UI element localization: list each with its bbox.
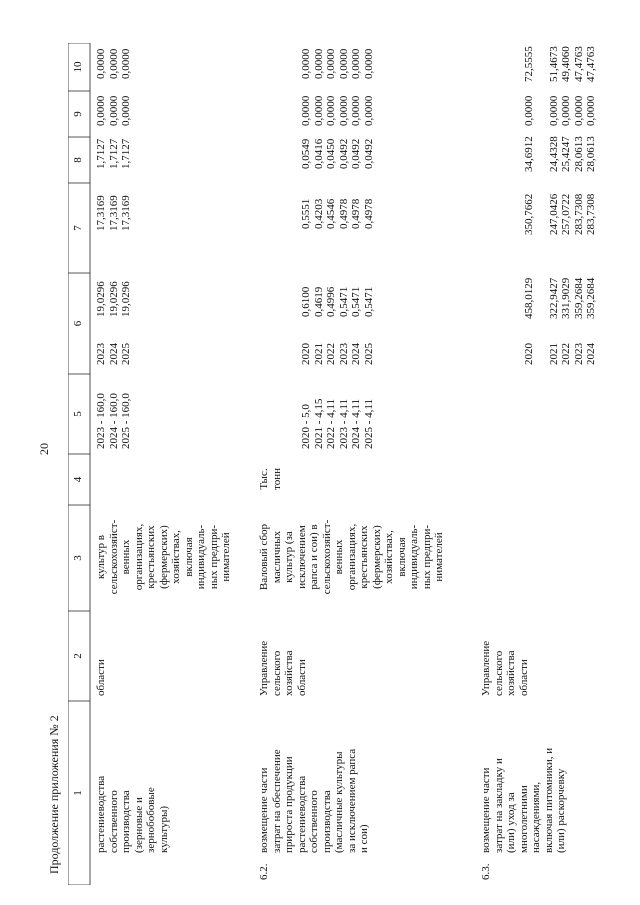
row63-col10: 72,5555 51,4673 49,4060 47,4763 47,4763 (523, 46, 597, 82)
row1-col6: 19,0296 19,0296 19,0296 (95, 281, 132, 317)
row62-col7: 0,5551 0,4203 0,4546 0,4978 0,4978 0,4978 (300, 198, 375, 229)
row63-col9: 0,0000 0,0000 0,0000 0,0000 0,0000 (523, 95, 597, 126)
row63-number: 6.3. (480, 863, 492, 880)
rotated-table (68, 43, 624, 885)
col-header-1: 1 (72, 790, 84, 796)
page-number: 20 (37, 443, 51, 455)
col-header-3: 3 (72, 555, 84, 561)
row62-col9: 0,0000 0,0000 0,0000 0,0000 0,0000 0,0000 (300, 95, 375, 126)
row1-col8: 1,7127 1,7127 1,7127 (95, 138, 132, 169)
row62-years: 2020 2021 2022 2023 2024 2025 (300, 343, 375, 365)
row63-organization: Управление сельского хозяйства области (480, 640, 530, 696)
row1-col10: 0,0000 0,0000 0,0000 (95, 48, 132, 79)
col-header-9: 9 (72, 111, 84, 117)
row1-col5: 2023 - 160,0 2024 - 160,0 2025 - 160,0 (95, 393, 132, 449)
col-header-7: 7 (72, 225, 84, 231)
row62-number: 6.2. (258, 863, 270, 880)
col-header-4: 4 (72, 476, 84, 483)
row63-description: возмещение части затрат на закладку и (или) уход за многолетними насаждениями, включая питомники, и (или) раскорчевку (480, 747, 567, 853)
row1-organization: области (95, 659, 107, 696)
row62-unit: Тыс. тонн (258, 468, 283, 490)
row62-col10: 0,0000 0,0000 0,0000 0,0000 0,0000 0,0000 (300, 48, 375, 79)
col-header-10: 10 (72, 61, 84, 73)
row62-description: возмещение части затрат на обеспечение прироста продукции растениеводства собственного производства (масличные культуры за исключением рапса и сои) (258, 748, 370, 853)
col-header-5: 5 (72, 411, 84, 417)
row63-col6: 458,0129 322,9427 331,9029 359,2684 359,2684 (523, 277, 597, 319)
row62-indicator: Валовый сбор масличных культур (за исключением рапса и сои) в сельскохозяйст- венных организациях, крестьянских (фермерских) хозяйствах, включая индивидуаль- ных предпри- нимателей (258, 519, 445, 595)
row1-col7: 17,3169 17,3169 17,3169 (95, 195, 132, 231)
row63-col8: 34,6912 24,4328 25,4247 28,0613 28,0613 (523, 136, 597, 172)
col-header-6: 6 (72, 320, 84, 327)
row63-col7: 350,7662 247,0426 257,0722 283,7308 283,7308 (523, 193, 597, 235)
row1-years: 2023 2024 2025 (95, 343, 132, 365)
row63-years: 2020 2021 2022 2023 2024 (523, 343, 597, 365)
row1-col9: 0,0000 0,0000 0,0000 (95, 95, 132, 126)
row1-description: растениеводства собственного производства (зерновые и зернобобовые культуры) (95, 775, 170, 853)
row62-organization: Управление сельского хозяйства области (258, 640, 308, 696)
col-header-8: 8 (72, 157, 84, 163)
col-header-2: 2 (72, 653, 84, 659)
row1-indicator: культур в сельскохозяйст- венных организациях, крестьянских (фермерских) хозяйствах, включая индивидуаль- ных предпри- нимателей (95, 519, 232, 595)
row62-col5: 2020 - 5,0 2021 - 4,15 2022 - 4,11 2023 - 4,11 2024 - 4,11 2025 - 4,11 (300, 398, 375, 449)
row62-col6: 0,6100 0,4619 0,4996 0,5471 0,5471 0,5471 (300, 286, 375, 317)
row62-col8: 0,0549 0,0416 0,0450 0,0492 0,0492 0,0492 (300, 138, 375, 169)
appendix-caption: Продолжение приложения № 2 (47, 715, 61, 874)
